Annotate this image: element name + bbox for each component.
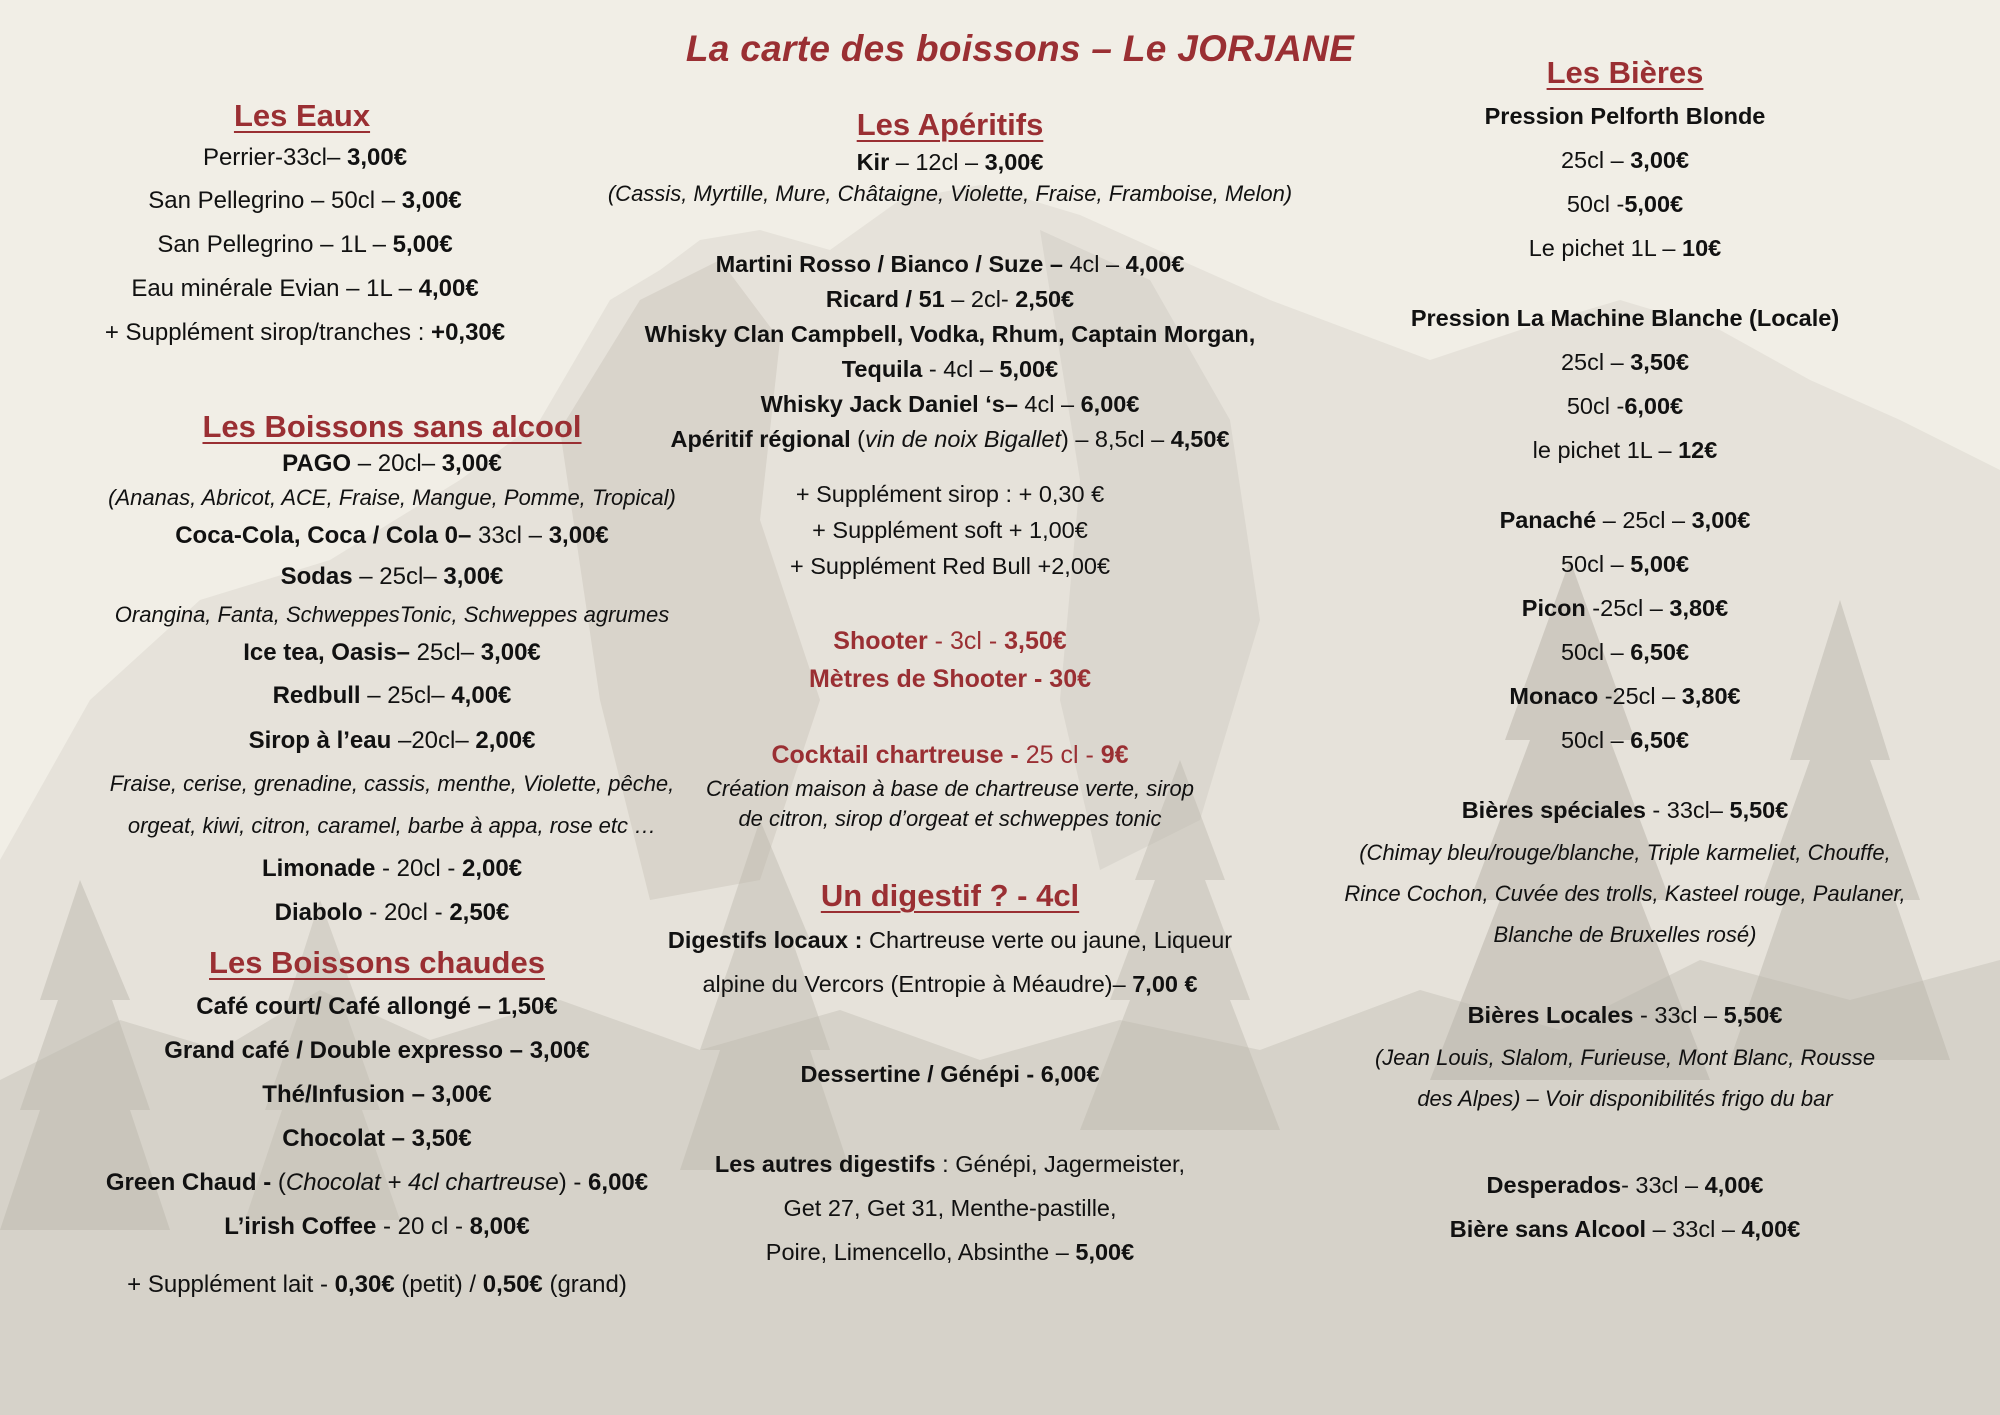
list-item: L’irish Coffee - 20 cl - 8,00€ [224, 1213, 530, 1240]
list-item: Pression La Machine Blanche (Locale) [1410, 305, 1840, 331]
list-item: Grand café / Double expresso – 3,00€ [164, 1037, 590, 1064]
list-item: 25cl – 3,50€ [1560, 349, 1690, 375]
item-description: (Chimay bleu/rouge/blanche, Triple karmeliet, Chouffe, [1359, 840, 1891, 865]
list-item: + Supplément lait - 0,30€ (petit) / 0,50€ (grand) [127, 1271, 627, 1298]
list-item: Get 27, Get 31, Menthe-pastille, [783, 1195, 1117, 1221]
list-item: Poire, Limencello, Absinthe – 5,00€ [765, 1239, 1135, 1265]
list-item: Redbull – 25cl– 4,00€ [272, 682, 512, 709]
section-heading-chaudes: Les Boissons chaudes [209, 945, 545, 980]
section-heading-bieres: Les Bières [1546, 55, 1704, 90]
section-heading-eaux: Les Eaux [233, 98, 371, 133]
list-item: Pression Pelforth Blonde [1484, 103, 1766, 129]
item-description: Fraise, cerise, grenadine, cassis, menthe, Violette, pêche, [109, 771, 675, 796]
item-description: (Cassis, Myrtille, Mure, Châtaigne, Violette, Fraise, Framboise, Melon) [607, 181, 1293, 206]
list-item: Café court/ Café allongé – 1,50€ [196, 993, 558, 1020]
list-item: Shooter - 3cl - 3,50€ [833, 627, 1067, 655]
list-item: Eau minérale Evian – 1L – 4,00€ [131, 275, 479, 302]
list-item: Bières spéciales - 33cl– 5,50€ [1461, 797, 1789, 823]
list-item: Desperados- 33cl – 4,00€ [1486, 1172, 1764, 1198]
list-item: Ricard / 51 – 2cl- 2,50€ [825, 286, 1075, 312]
list-item: Bière sans Alcool – 33cl – 4,00€ [1449, 1216, 1801, 1242]
list-item: Tequila - 4cl – 5,00€ [841, 356, 1059, 382]
list-item: 50cl – 6,50€ [1560, 727, 1690, 753]
list-item: Green Chaud - (Chocolat + 4cl chartreuse) - 6,00€ [105, 1169, 649, 1196]
item-description: orgeat, kiwi, citron, caramel, barbe à appa, rose etc … [127, 813, 657, 838]
list-item: Whisky Jack Daniel ‘s– 4cl – 6,00€ [760, 391, 1140, 417]
item-description: Blanche de Bruxelles rosé) [1493, 922, 1757, 947]
list-item: Sodas – 25cl– 3,00€ [280, 563, 504, 590]
list-item: Thé/Infusion – 3,00€ [262, 1081, 492, 1108]
list-item: Martini Rosso / Bianco / Suze – 4cl – 4,00€ [715, 251, 1185, 277]
list-item: Dessertine / Génépi - 6,00€ [800, 1061, 1100, 1087]
list-item: 50cl – 5,00€ [1560, 551, 1690, 577]
list-item: Cocktail chartreuse - 25 cl - 9€ [771, 741, 1129, 769]
list-item: Panaché – 25cl – 3,00€ [1499, 507, 1751, 533]
list-item: Kir – 12cl – 3,00€ [856, 149, 1044, 175]
list-item: Les autres digestifs : Génépi, Jagermeister, [714, 1151, 1186, 1177]
right-column [1305, 52, 1945, 1251]
list-item: Monaco -25cl – 3,80€ [1509, 683, 1741, 709]
section-heading-sans-alcool: Les Boissons sans alcool [202, 409, 582, 444]
list-item: Le pichet 1L – 10€ [1528, 235, 1722, 261]
list-item: Limonade - 20cl - 2,00€ [261, 855, 523, 882]
list-item: San Pellegrino – 50cl – 3,00€ [148, 187, 462, 214]
list-item: Diabolo - 20cl - 2,50€ [274, 899, 510, 926]
list-item: Whisky Clan Campbell, Vodka, Rhum, Captain Morgan, [644, 321, 1256, 347]
section-heading-aperitifs: Les Apéritifs [856, 107, 1044, 142]
list-item: + Supplément soft + 1,00€ [812, 517, 1088, 543]
list-item: Apéritif régional (vin de noix Bigallet) – 8,5cl – 4,50€ [670, 426, 1230, 452]
list-item: + Supplément sirop/tranches : +0,30€ [104, 319, 506, 346]
menu-title: La carte des boissons – Le JORJANE [685, 28, 1355, 69]
list-item: Mètres de Shooter - 30€ [808, 665, 1092, 693]
list-item: Ice tea, Oasis– 25cl– 3,00€ [243, 639, 541, 666]
item-description: des Alpes) – Voir disponibilités frigo du bar [1417, 1086, 1833, 1111]
list-item: 25cl – 3,00€ [1560, 147, 1690, 173]
list-item: Bières Locales - 33cl – 5,50€ [1467, 1002, 1783, 1028]
item-description: Rince Cochon, Cuvée des trolls, Kasteel rouge, Paulaner, [1344, 881, 1906, 906]
item-description: (Jean Louis, Slalom, Furieuse, Mont Blanc, Rousse [1374, 1045, 1876, 1070]
list-item: San Pellegrino – 1L – 5,00€ [157, 231, 453, 258]
list-item: Chocolat – 3,50€ [282, 1125, 472, 1152]
list-item: + Supplément sirop : + 0,30 € [795, 481, 1105, 507]
list-item: PAGO – 20cl– 3,00€ [282, 450, 502, 477]
list-item: alpine du Vercors (Entropie à Méaudre)– 7,00 € [702, 971, 1198, 997]
list-item: 50cl -5,00€ [1566, 191, 1684, 217]
list-item: Digestifs locaux : Chartreuse verte ou jaune, Liqueur [667, 927, 1233, 953]
item-description: (Ananas, Abricot, ACE, Fraise, Mangue, Pomme, Tropical) [108, 485, 676, 510]
list-item: Picon -25cl – 3,80€ [1521, 595, 1729, 621]
item-description: Création maison à base de chartreuse verte, sirop [706, 776, 1194, 801]
item-description: de citron, sirop d’orgeat et schweppes tonic [738, 806, 1162, 831]
item-description: Orangina, Fanta, SchweppesTonic, Schweppes agrumes [114, 602, 670, 627]
list-item: + Supplément Red Bull +2,00€ [789, 553, 1111, 579]
list-item: Sirop à l’eau –20cl– 2,00€ [248, 727, 536, 754]
list-item: Perrier-33cl– 3,00€ [202, 144, 408, 171]
section-heading-digestifs: Un digestif ? - 4cl [820, 878, 1080, 913]
list-item: le pichet 1L – 12€ [1532, 437, 1718, 463]
list-item: 50cl – 6,50€ [1560, 639, 1690, 665]
list-item: Coca-Cola, Coca / Cola 0– 33cl – 3,00€ [175, 522, 609, 549]
list-item: 50cl -6,00€ [1566, 393, 1684, 419]
